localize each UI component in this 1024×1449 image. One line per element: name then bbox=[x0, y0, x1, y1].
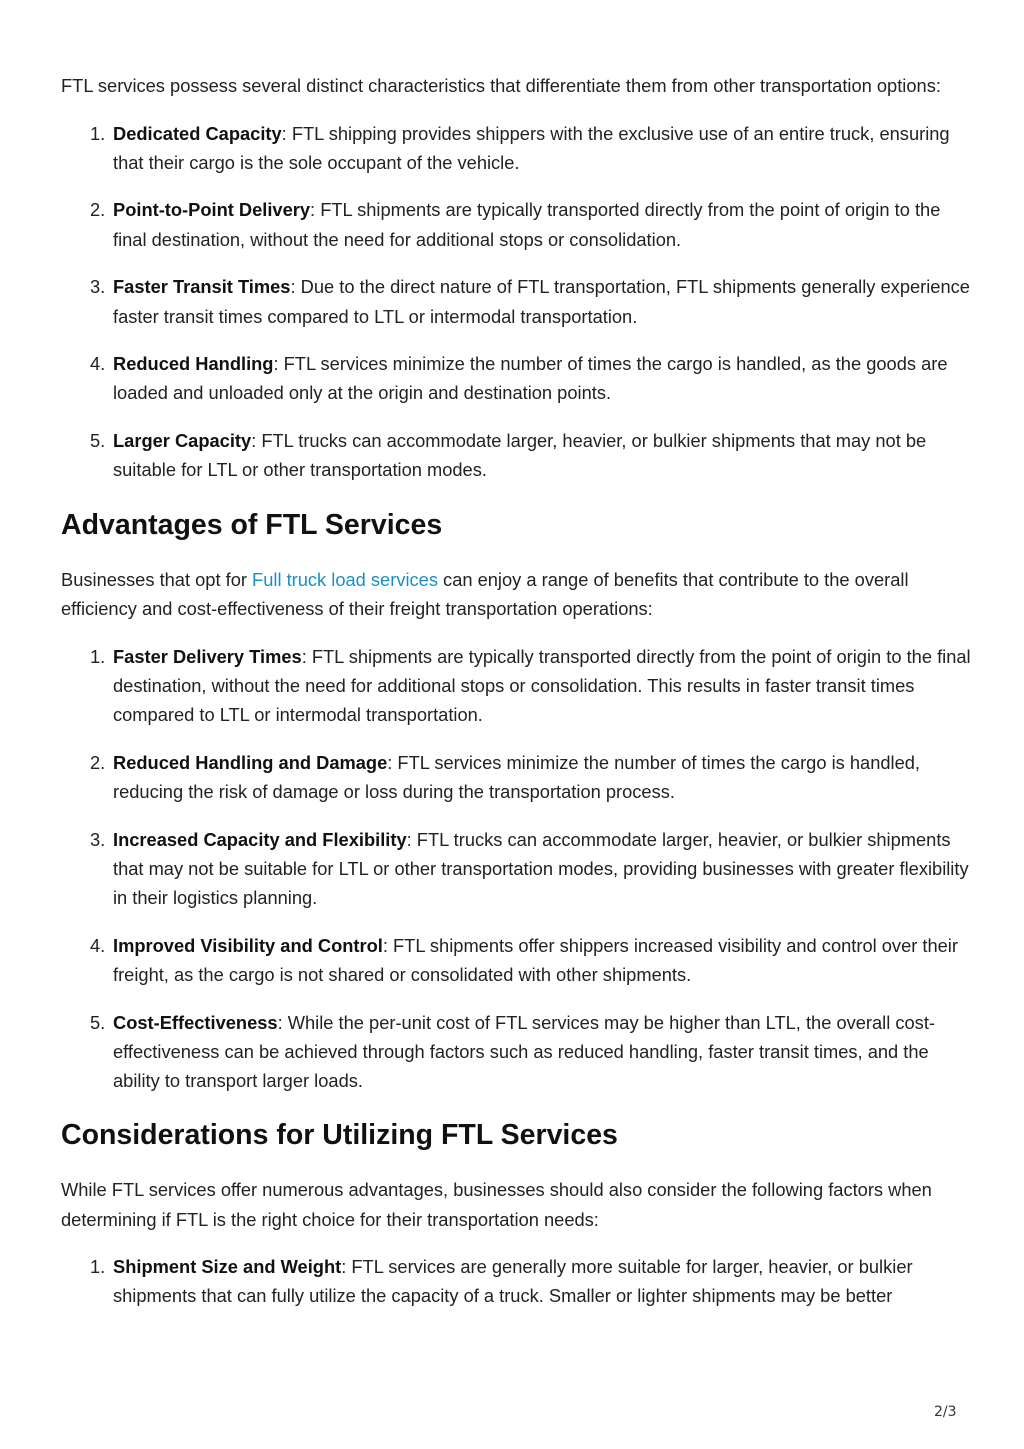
item-title: Faster Delivery Times bbox=[113, 645, 302, 667]
item-text: : FTL trucks can accommodate larger, heavier, or bulkier shipments that may not be suitable for LTL or other transportation modes, providing businesses with greater flexibility in their logistics planning. bbox=[113, 828, 969, 908]
item-text: : FTL shipments offer shippers increased visibility and control over their freight, as the cargo is not shared or consolidated with other shipments. bbox=[113, 934, 958, 985]
item-title: Improved Visibility and Control bbox=[113, 934, 383, 956]
item-title: Faster Transit Times bbox=[113, 276, 291, 298]
item-title: Point-to-Point Delivery bbox=[113, 199, 311, 221]
list-item: 2. Reduced Handling and Damage: FTL services minimize the number of times the cargo is handled, reducing the risk of damage or loss during the transportation process. bbox=[90, 751, 921, 802]
full-truck-load-link[interactable]: Full truck load services bbox=[252, 568, 438, 590]
page-number: 2/3 bbox=[934, 1404, 957, 1420]
list-item: 1. Faster Delivery Times: FTL shipments are typically transported directly from the point of origin to the final destination, without the need for additional stops or consolidation. This results in faster transit times compared to LTL or intermodal transportation. bbox=[90, 645, 971, 725]
item-title: Increased Capacity and Flexibility bbox=[113, 828, 407, 850]
item-text: : FTL services are generally more suitable for larger, heavier, or bulkier shipments that can fully utilize the capacity of a truck. Smaller or lighter shipments may be better bbox=[113, 1256, 913, 1307]
item-text: : FTL shipping provides shippers with the exclusive use of an entire truck, ensuring that their cargo is the sole occupant of the vehicle. bbox=[113, 122, 950, 173]
considerations-intro: While FTL services offer numerous advantages, businesses should also consider the following factors when determining if FTL is the right choice for their transportation needs: bbox=[61, 1179, 932, 1230]
advantages-intro: Businesses that opt for Full truck load services can enjoy a range of benefits that contribute to the overall efficiency and cost-effectiveness of their freight transportation operations: bbox=[61, 568, 909, 620]
item-text: : FTL services minimize the number of times the cargo is handled, reducing the risk of damage or loss during the transportation process. bbox=[113, 751, 921, 802]
advantages-heading: Advantages of FTL Services bbox=[61, 508, 443, 541]
characteristics-list bbox=[61, 119, 971, 485]
considerations-list bbox=[61, 1252, 971, 1310]
item-text: : Due to the direct nature of FTL transportation, FTL shipments generally experience faster transit times compared to LTL or intermodal transportation. bbox=[113, 276, 970, 327]
considerations-heading: Considerations for Utilizing FTL Services bbox=[61, 1119, 618, 1152]
item-text: : FTL services minimize the number of times the cargo is handled, as the goods are loaded and unloaded only at the origin and destination points. bbox=[113, 353, 948, 404]
list-item: 5. Larger Capacity: FTL trucks can accommodate larger, heavier, or bulkier shipments that may not be suitable for LTL or other transportation modes. bbox=[90, 430, 927, 481]
document-body bbox=[61, 71, 971, 1311]
characteristics-intro: FTL services possess several distinct characteristics that differentiate them from other transportation options: bbox=[61, 75, 941, 96]
list-item: 4. Reduced Handling: FTL services minimize the number of times the cargo is handled, as the goods are loaded and unloaded only at the origin and destination points. bbox=[90, 353, 948, 404]
item-title: Cost-Effectiveness bbox=[113, 1011, 278, 1033]
advantages-list bbox=[61, 642, 971, 1096]
item-title: Reduced Handling bbox=[113, 353, 274, 375]
item-text: : FTL trucks can accommodate larger, heavier, or bulkier shipments that may not be suitable for LTL or other transportation modes. bbox=[113, 430, 927, 481]
item-title: Reduced Handling and Damage bbox=[113, 751, 388, 773]
list-item: 2. Point-to-Point Delivery: FTL shipments are typically transported directly from the point of origin to the final destination, without the need for additional stops or consolidation. bbox=[90, 199, 941, 250]
item-text: : FTL shipments are typically transported directly from the point of origin to the final destination, without the need for additional stops or consolidation. bbox=[113, 199, 941, 250]
list-item: 3. Faster Transit Times: Due to the direct nature of FTL transportation, FTL shipments generally experience faster transit times compared to LTL or intermodal transportation. bbox=[90, 276, 970, 327]
item-title: Dedicated Capacity bbox=[113, 122, 282, 144]
item-title: Shipment Size and Weight bbox=[113, 1256, 342, 1278]
list-item: 1. Dedicated Capacity: FTL shipping provides shippers with the exclusive use of an entire truck, ensuring that their cargo is the sole occupant of the vehicle. bbox=[90, 122, 950, 173]
list-item: 4. Improved Visibility and Control: FTL shipments offer shippers increased visibility and control over their freight, as the cargo is not shared or consolidated with other shipments. bbox=[90, 934, 958, 985]
item-text: : While the per-unit cost of FTL services may be higher than LTL, the overall cost-effectiveness can be achieved through factors such as reduced handling, faster transit times, and the ability to transport larger loads. bbox=[113, 1011, 935, 1091]
item-title: Larger Capacity bbox=[113, 430, 252, 452]
list-item: 1. Shipment Size and Weight: FTL services are generally more suitable for larger, heavier, or bulkier shipments that can fully utilize the capacity of a truck. Smaller or lighter shipments may be better bbox=[90, 1256, 913, 1307]
item-text: : FTL shipments are typically transported directly from the point of origin to the final destination, without the need for additional stops or consolidation. This results in faster transit times compared to LTL or intermodal transportation. bbox=[113, 645, 971, 725]
list-item: 3. Increased Capacity and Flexibility: FTL trucks can accommodate larger, heavier, or bulkier shipments that may not be suitable for LTL or other transportation modes, providing businesses with greater flexibility in their logistics planning. bbox=[90, 828, 969, 908]
list-item: 5. Cost-Effectiveness: While the per-unit cost of FTL services may be higher than LTL, the overall cost-effectiveness can be achieved through factors such as reduced handling, faster transit times, and the ability to transport larger loads. bbox=[90, 1011, 935, 1091]
